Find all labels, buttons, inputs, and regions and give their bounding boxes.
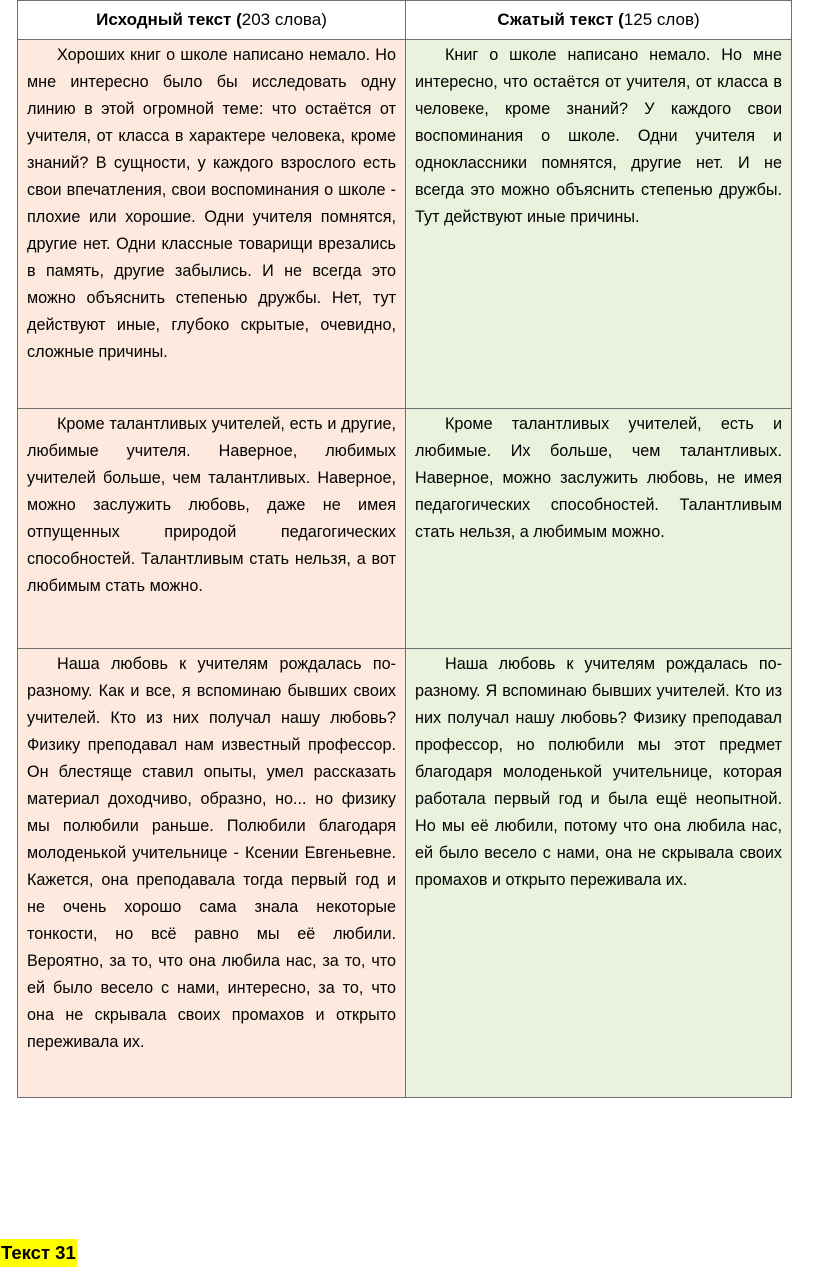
comparison-table [17,0,792,1098]
compressed-text-cell [406,40,792,409]
compressed-text-cell [406,409,792,649]
original-text-cell [18,409,406,649]
compressed-text-cell [406,649,792,1098]
original-text-cell [18,40,406,409]
header-original-count: 203 слова) [241,10,327,29]
header-compressed-bold: Сжатый текст ( [497,10,624,29]
header-original-bold: Исходный текст ( [96,10,242,29]
original-paragraph-2: Кроме талантливых учителей, есть и другие, любимые учителя. Наверное, любимых учителей больше, чем талантливых. Наверное, можно заслужить любовь, даже не имея отпущенных природой педагогических способностей. Талантливым стать нельзя, а вот любимым стать можно. [27,415,396,595]
original-text-cell [18,649,406,1098]
text-number-label: Текст 31 [0,1239,77,1267]
table-row [18,649,792,1098]
table-row [18,409,792,649]
original-paragraph-1: Хороших книг о школе написано немало. Но мне интересно было бы исследовать одну линию в этой огромной теме: что остаётся от учителя, от класса в характере человека, кроме знаний? В сущности, у каждого взрослого есть свои впечатления, свои воспоминания о школе - плохие или хорошие. Одни учителя помнятся, другие нет. Одни классные товарищи врезались в память, другие забылись. И не всегда это можно объяснить степенью дружбы. Нет, тут действуют иные, глубоко скрытые, очевидно, сложные причины. [27,46,396,361]
compressed-paragraph-3: Наша любовь к учителям рождалась по-разному. Я вспоминаю бывших учителей. Кто из них получал нашу любовь? Физику преподавал профессор, но полюбили мы этот предмет благодаря молоденькой учительнице, которая работала первый год и была ещё неопытной. Но мы её любили, потому что она любила нас, ей было весело с нами, она не скрывала своих промахов и открыто переживала их. [415,655,782,889]
header-original [18,1,406,40]
table-header-row [18,1,792,40]
compressed-paragraph-1: Книг о школе написано немало. Но мне интересно, что остаётся от учителя, от класса в человеке, кроме знаний? У каждого свои воспоминания о школе. Одни учителя и одноклассники помнятся, другие нет. И не всегда это можно объяснить степенью дружбы. Тут действуют иные причины. [415,46,782,226]
table-row [18,40,792,409]
header-compressed [406,1,792,40]
original-paragraph-3: Наша любовь к учителям рождалась по-разному. Как и все, я вспоминаю бывших своих учителей. Кто из них получал нашу любовь? Физику преподавал нам известный профессор. Он блестяще ставил опыты, умел рассказать материал доходчиво, образно, но... но физику мы полюбили раньше. Полюбили благодаря молоденькой учительнице - Ксении Евгеньевне. Кажется, она преподавала тогда первый год и не очень хорошо сама знала некоторые тонкости, но всё равно мы её любили. Вероятно, за то, что она любила нас, за то, что ей было весело с нами, интересно, за то, что она не скрывала своих промахов и открыто переживала их. [27,655,396,1051]
header-compressed-count: 125 слов) [623,10,700,29]
compressed-paragraph-2: Кроме талантливых учителей, есть и любимые. Их больше, чем талантливых. Наверное, можно заслужить любовь, не имея педагогических способностей. Талантливым стать нельзя, а любимым можно. [415,415,782,541]
